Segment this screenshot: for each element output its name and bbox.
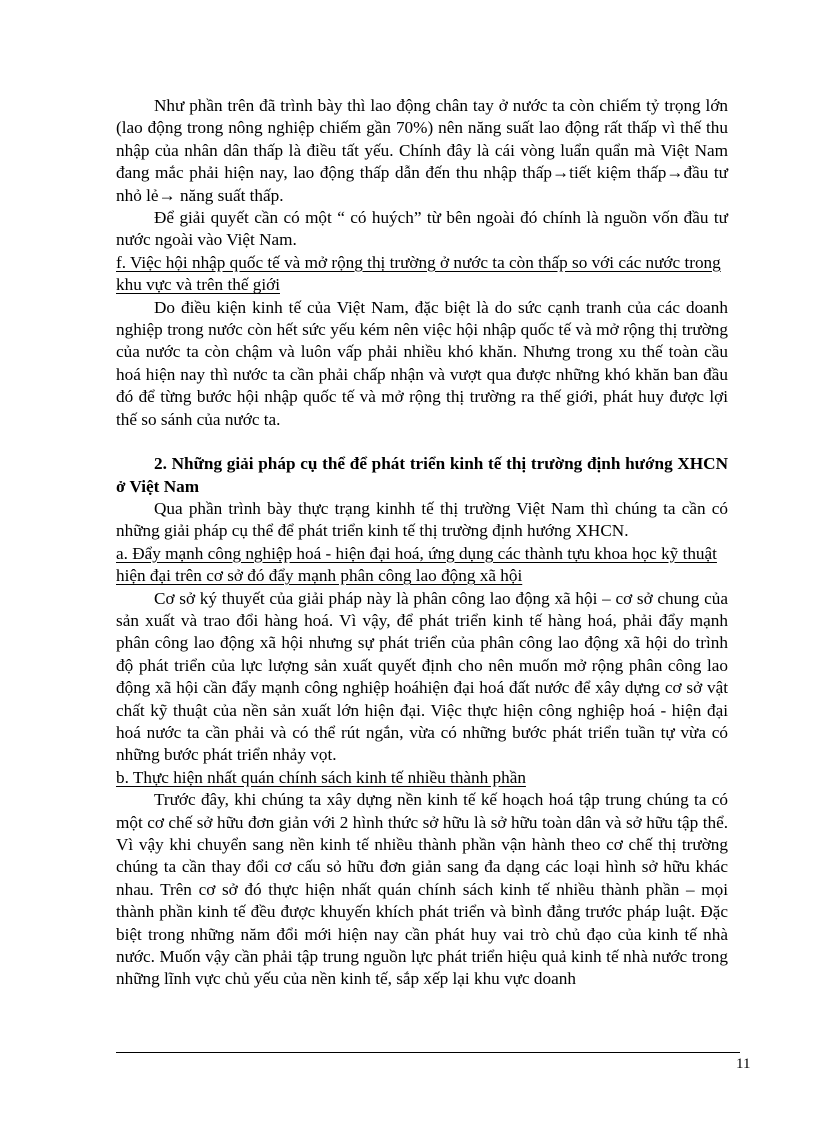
paragraph-ownership-structure: Trước đây, khi chúng ta xây dựng nền kinh tế kế hoạch hoá tập trung chúng ta có một cơ chế sở hữu đơn giản với 2 hình thức sở hữu là sở hữu toàn dân và sở hữu tập thể. Vì vậy khi chuyển sang nền kinh tế nhiều thành phần vận hành theo cơ chế thị trường chúng ta cần thay đổi cơ cấu sỏ hữu đơn giản sang đa dạng các loại hình sở hữu khác nhau. Trên cơ sở đó thực hiện nhất quán chính sách kinh tế nhiều thành phần – mọi thành phần kinh tế đều được khuyến khích phát triển và bình đẳng trước pháp luật. Đặc biệt trong những năm đổi mới hiện nay cần phát huy vai trò chủ đạo của kinh tế nhà nước. Muốn vậy cần phải tập trung nguồn lực phát triển hiệu quả kinh tế nhà nước trong những lĩnh vực chủ yếu của nền kinh tế, sắp xếp lại khu vực doanh xyxy=(116,790,728,989)
paragraph-division-of-labor: Cơ sở ký thuyết của giải pháp này là phân công lao động xã hội – cơ sở chung của sản xuất và trao đổi hàng hoá. Vì vậy, để phát triển kinh tế hàng hoá, phải đẩy mạnh phân công lao động xã hội nhưng sự phát triển của phân công lao động xã hội do trình độ phát triển của lực lượng sản xuất quyết định cho nên muốn mở rộng phân công lao động xã hội cần đẩy mạnh công nghiệp hoáhiện đại hoá đất nước để xây dựng cơ sở vật chất kỹ thuật của nền sản xuất lớn hiện đại. Việc thực hiện công nghiệp hoá - hiện đại hoá nước ta cần phải và có thể rút ngắn, vừa có những bước phát triển tuần tự vừa có những bước phát triển nhảy vọt. xyxy=(116,588,728,765)
paragraph-market-expansion: Do điều kiện kinh tế của Việt Nam, đặc biệt là do sức cạnh tranh của các doanh nghiệp trong nước còn hết sức yếu kém nên việc hội nhập quốc tế và mở rộng thị trường của nước ta còn chậm và luôn vấp phải nhiều khó khăn. Nhưng trong xu thế toàn cầu hoá hiện nay thì nước ta cần phải chấp nhận và vượt qua được những khó khăn ban đầu đó để từng bước hội nhập quốc tế và mở rộng thị trường ra thế giới, phát huy được lợi thế so sánh của nước ta. xyxy=(116,297,728,429)
subheading-a-industrialization: a. Đẩy mạnh công nghiệp hoá - hiện đại hoá, ứng dụng các thành tựu khoa học kỹ thuật hiện đại trên cơ sở đó đẩy mạnh phân công lao động xã hội xyxy=(116,543,717,586)
page-body xyxy=(116,95,728,991)
page-number: 11 xyxy=(736,1056,751,1072)
paragraph-solutions-intro: Qua phần trình bày thực trạng kinhh tế thị trường Việt Nam thì chúng ta cần có những giải pháp cụ thể để phát triển kinh tế thị trường định hướng XHCN. xyxy=(116,498,728,541)
subheading-b-multi-sector-economy: b. Thực hiện nhất quán chính sách kinh tế nhiều thành phần xyxy=(116,767,526,787)
section-heading-solutions: 2. Những giải pháp cụ thể để phát triển kinh tế thị trường định hướng XHCN ở Việt Nam xyxy=(116,454,728,496)
paragraph-labor-productivity: Như phần trên đã trình bày thì lao động chân tay ở nước ta còn chiếm tỷ trọng lớn (lao động trong nông nghiệp chiếm gần 70%) nên năng suất lao động rất thấp vì thế thu nhập của nhân dân thấp là điều tất yếu. Chính đây là cái vòng luẩn quẩn mà Việt Nam đang mắc phải hiện nay, lao động thấp dẫn đến thu nhập thấp→tiết kiệm thấp→đầu tư nhỏ lẻ→ năng suất thấp. xyxy=(116,96,728,205)
footer-divider xyxy=(116,1052,740,1053)
paragraph-foreign-investment: Để giải quyết cần có một “ có huých” từ bên ngoài đó chính là nguồn vốn đầu tư nước ngoài vào Việt Nam. xyxy=(116,208,728,250)
subheading-f-international-integration: f. Việc hội nhập quốc tế và mở rộng thị trường ở nước ta còn thấp so với các nước trong khu vực và trên thế giới xyxy=(116,252,721,295)
